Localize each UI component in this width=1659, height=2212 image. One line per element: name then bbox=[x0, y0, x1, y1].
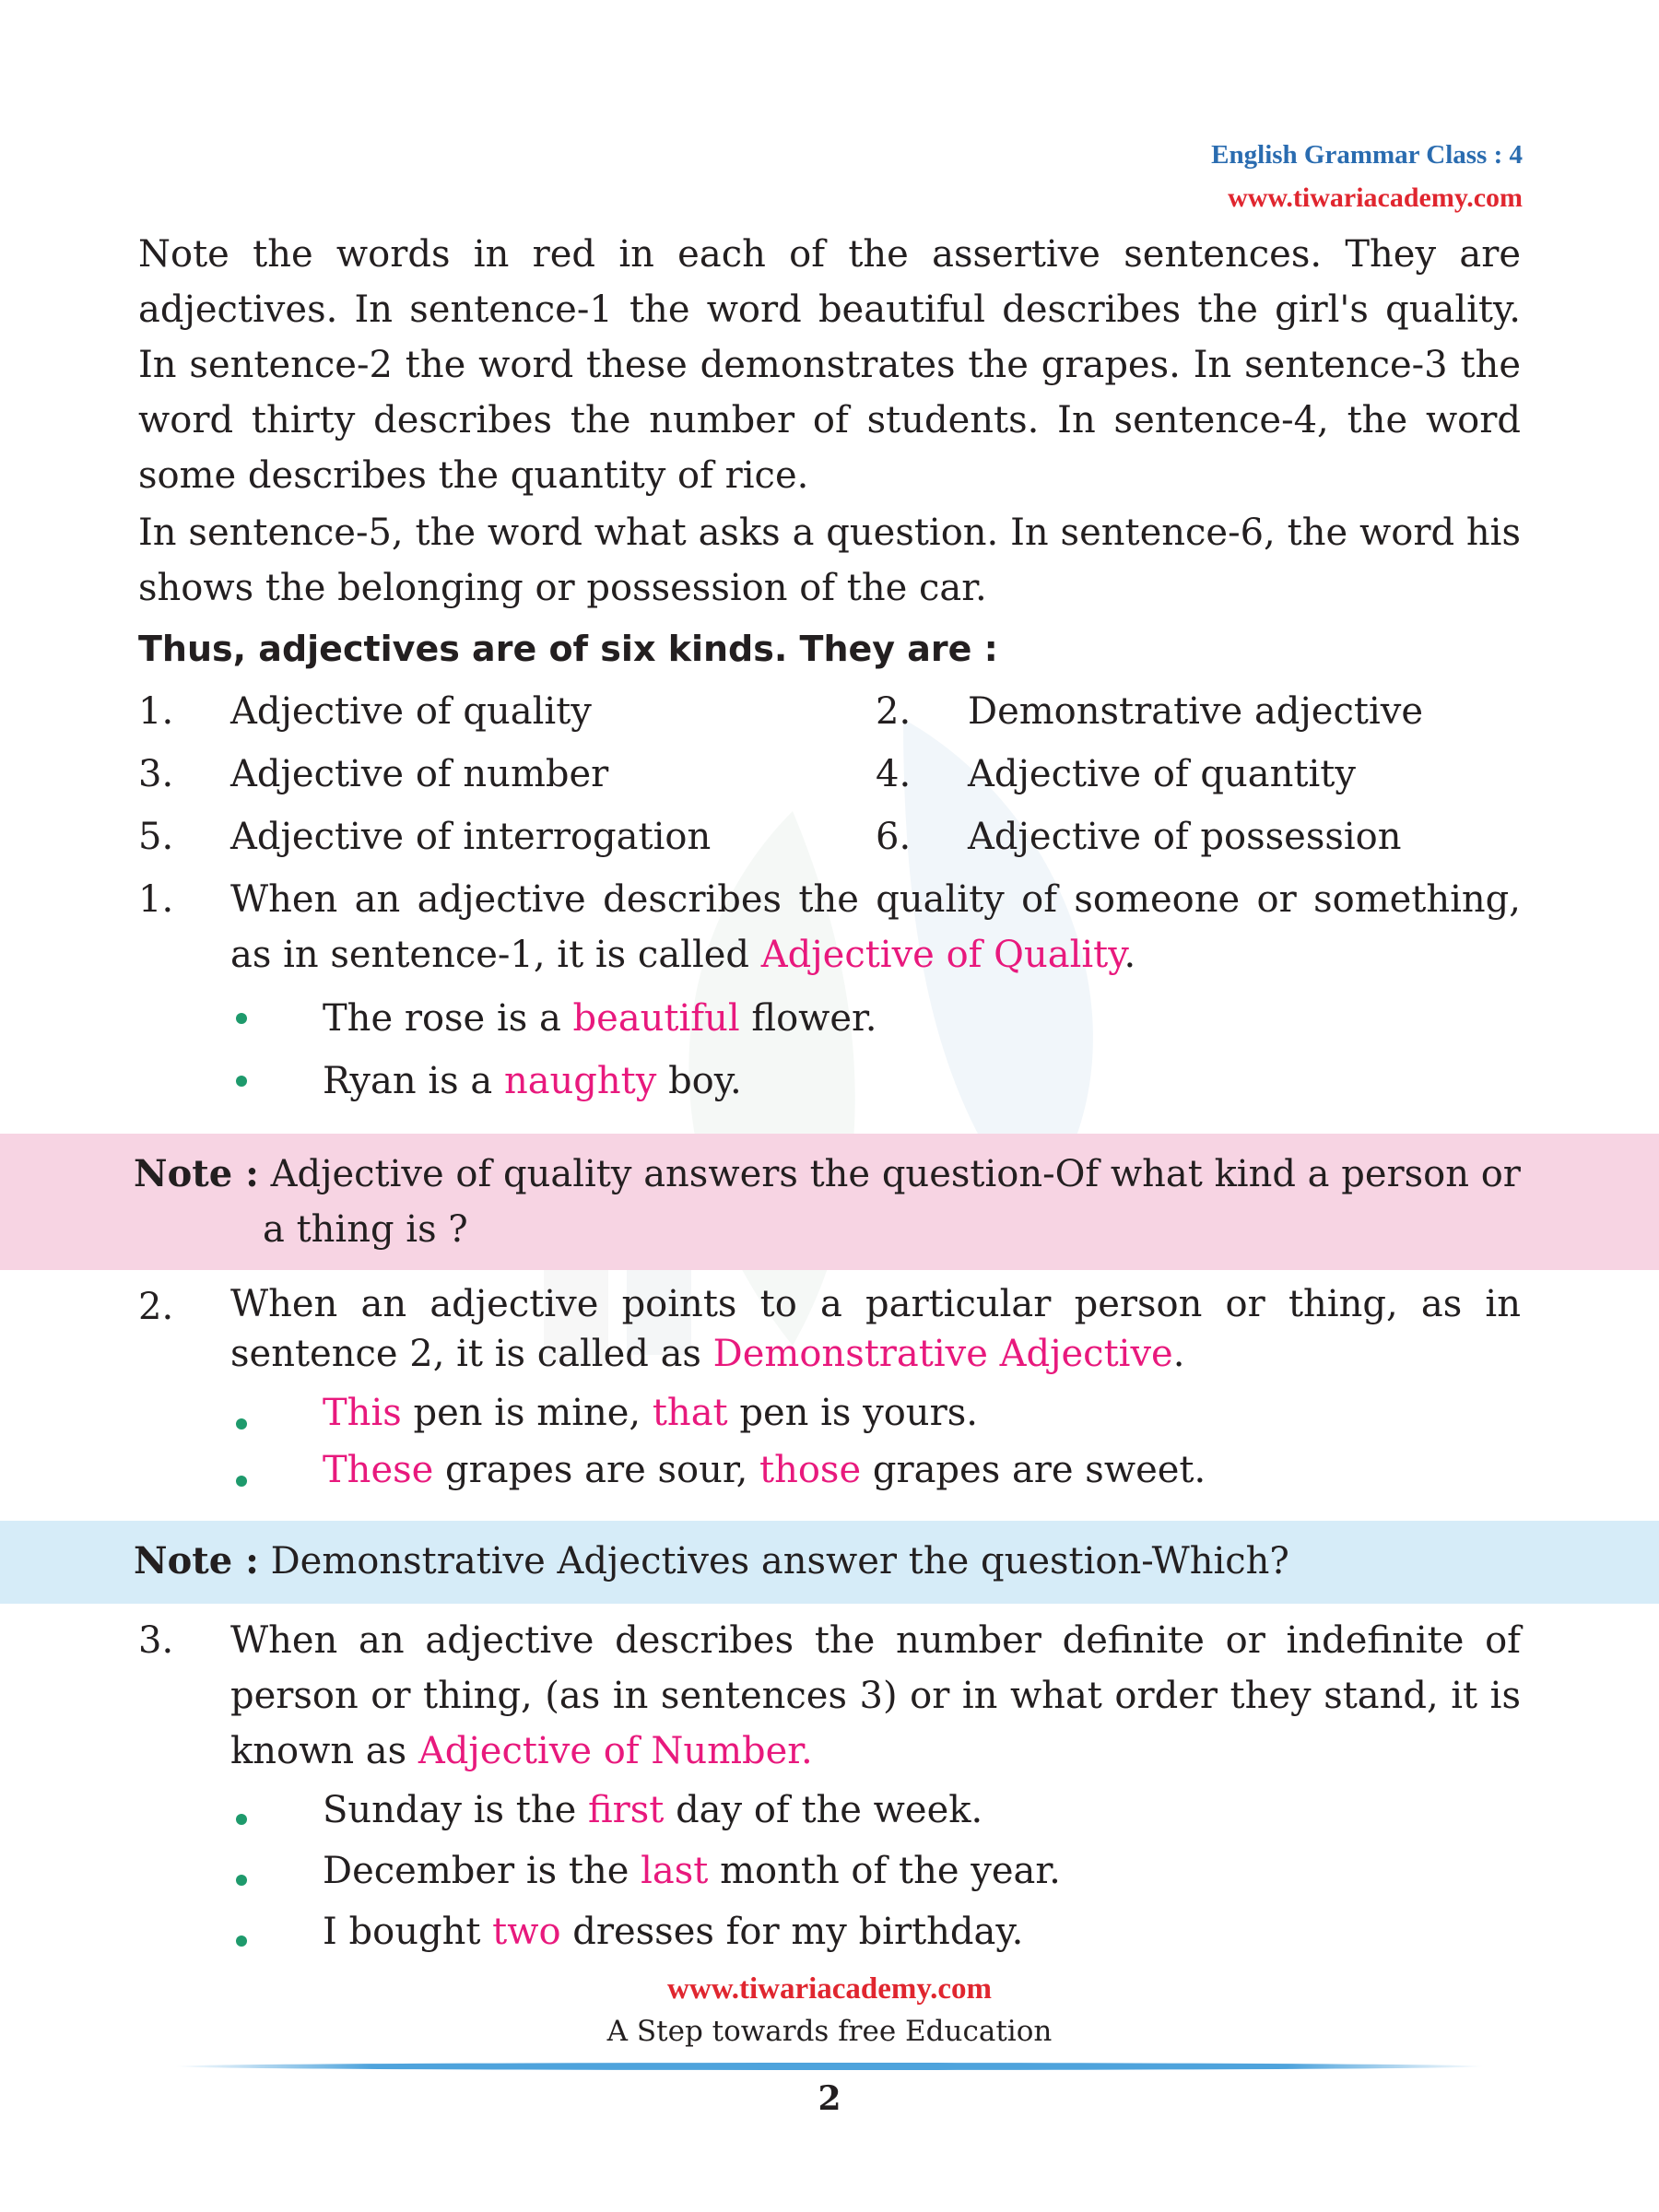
kind-number: 2. bbox=[876, 690, 912, 733]
note-box-demonstrative bbox=[0, 1521, 1659, 1604]
note-line: a thing is ? bbox=[263, 1208, 468, 1251]
kind-label: Adjective of quantity bbox=[968, 753, 1356, 795]
bullet-icon bbox=[236, 1875, 247, 1886]
kind-number: 5. bbox=[138, 816, 174, 858]
kind-label: Adjective of possession bbox=[968, 816, 1402, 858]
kind-number: 1. bbox=[138, 690, 174, 733]
example-sentence: The rose is a beautiful flower. bbox=[323, 997, 877, 1040]
page-number: 2 bbox=[818, 2079, 841, 2118]
section-3-text: When an adjective describes the number definite or indefinite of person or thing, (as in sentences 3) or in what order they stand, it is known as Adjective of Number. bbox=[230, 1619, 1521, 1772]
example-sentence: Sunday is the first day of the week. bbox=[323, 1789, 983, 1831]
term-highlight: Adjective of Quality bbox=[760, 934, 1124, 976]
kind-label: Adjective of number bbox=[230, 753, 609, 795]
kinds-heading: Thus, adjectives are of six kinds. They are : bbox=[138, 629, 998, 669]
bullet-icon bbox=[236, 1814, 247, 1825]
kind-number: 4. bbox=[876, 753, 912, 795]
section-1-text: When an adjective describes the quality of someone or something, as in sentence-1, it is called Adjective of Quality. bbox=[230, 878, 1521, 976]
section-number: 1. bbox=[138, 878, 174, 921]
term-highlight: Demonstrative Adjective bbox=[712, 1333, 1173, 1375]
term-highlight: Adjective of Number. bbox=[418, 1730, 813, 1772]
note-line: Note : Adjective of quality answers the question-Of what kind a person or bbox=[134, 1152, 1521, 1195]
section-number: 3. bbox=[138, 1619, 174, 1662]
footer-website[interactable]: www.tiwariacademy.com bbox=[667, 1972, 992, 2006]
kind-label: Demonstrative adjective bbox=[968, 690, 1424, 733]
intro-paragraph-2: In sentence-5, the word what asks a question. In sentence-6, the word his shows the belonging or possession of the car. bbox=[138, 512, 1521, 609]
footer-divider bbox=[175, 2063, 1484, 2070]
example-sentence: I bought two dresses for my birthday. bbox=[323, 1911, 1024, 1953]
header-website[interactable]: www.tiwariacademy.com bbox=[1228, 182, 1523, 213]
bullet-icon bbox=[236, 1476, 247, 1487]
footer-tagline: A Step towards free Education bbox=[606, 2015, 1053, 2048]
note-box-quality bbox=[0, 1134, 1659, 1270]
bullet-icon bbox=[236, 1013, 247, 1024]
kind-label: Adjective of interrogation bbox=[230, 816, 712, 858]
example-sentence: This pen is mine, that pen is yours. bbox=[323, 1392, 978, 1434]
bullet-icon bbox=[236, 1936, 247, 1947]
section-2-text: When an adjective points to a particular person or thing, as in sentence 2, it is called as Demonstrative Adjective. bbox=[230, 1283, 1521, 1375]
kind-label: Adjective of quality bbox=[230, 690, 592, 733]
kind-number: 3. bbox=[138, 753, 174, 795]
intro-paragraph: Note the words in red in each of the assertive sentences. They are adjectives. In sentence-1 the word beautiful describes the girl's quality. In sentence-2 the word these demonstrates the grapes. In sentence-3 the word thirty describes the number of students. In sentence-4, the word some describes the quantity of rice. bbox=[138, 233, 1521, 497]
example-sentence: These grapes are sour, those grapes are sweet. bbox=[323, 1449, 1206, 1491]
kind-number: 6. bbox=[876, 816, 912, 858]
bullet-icon bbox=[236, 1418, 247, 1430]
example-sentence: Ryan is a naughty boy. bbox=[323, 1060, 742, 1102]
section-number: 2. bbox=[138, 1286, 174, 1328]
example-sentence: December is the last month of the year. bbox=[323, 1850, 1061, 1892]
note-line: Note : Demonstrative Adjectives answer the question-Which? bbox=[134, 1539, 1289, 1583]
bullet-icon bbox=[236, 1076, 247, 1087]
header-title: English Grammar Class : 4 bbox=[1211, 140, 1523, 170]
